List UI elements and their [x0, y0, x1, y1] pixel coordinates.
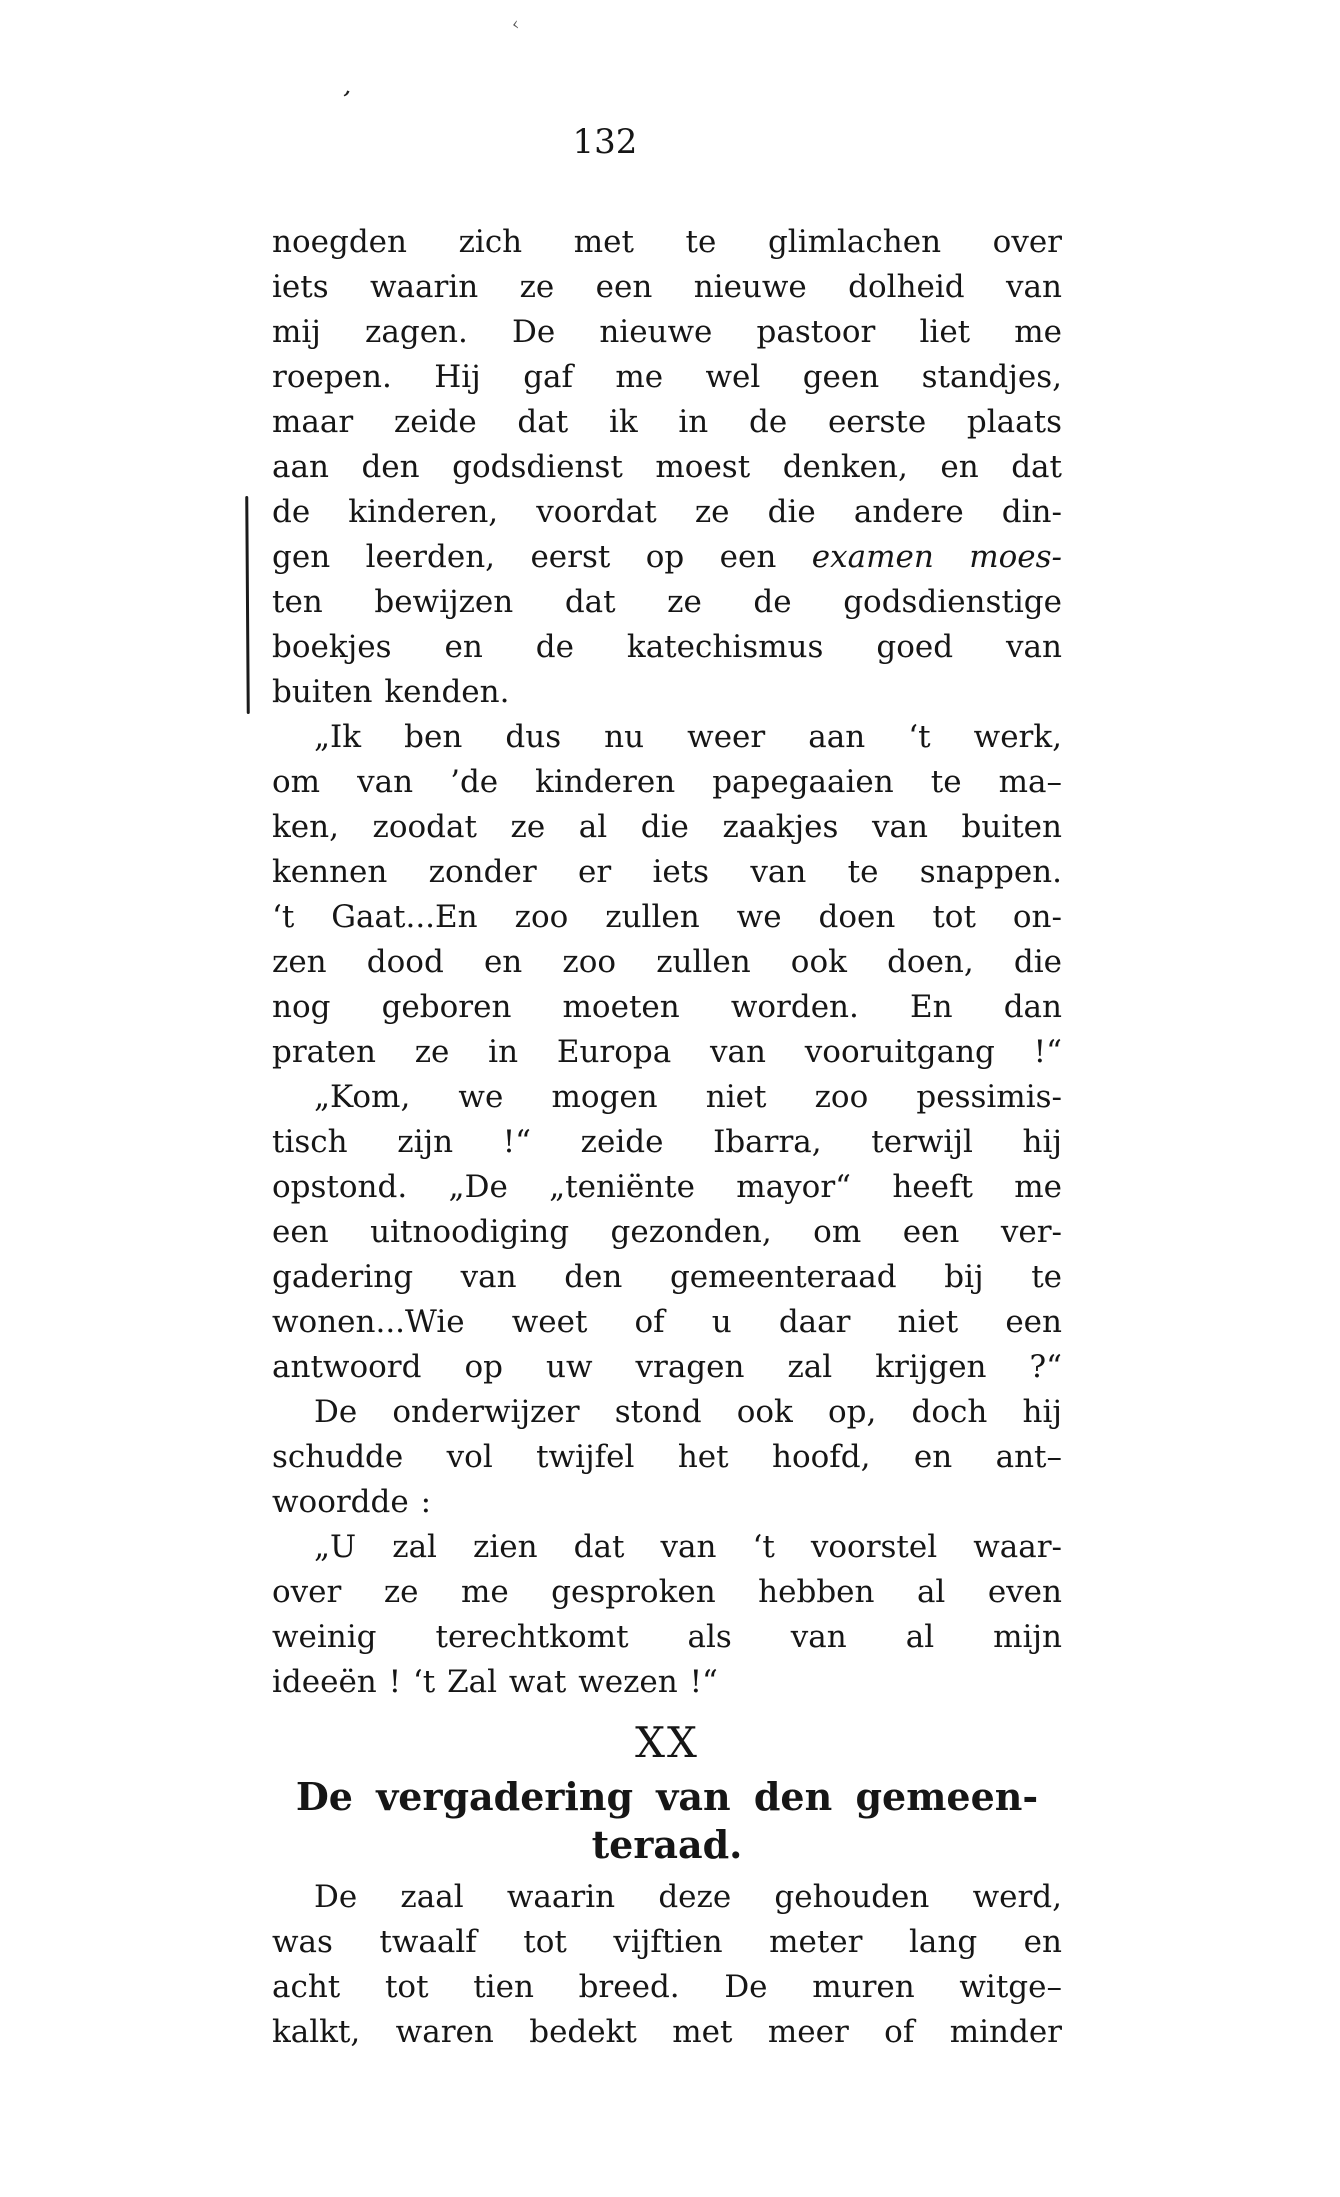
text-line: ideeën ! ‘t Zal wat wezen !“ — [272, 1664, 718, 1700]
ink-speck: ‹ — [510, 13, 521, 36]
text-line: maar zeide dat ik in de eerste plaats — [272, 404, 1062, 440]
paragraph — [272, 1875, 1062, 2055]
text-line: gen leerden, eerst op een examen moes- — [272, 539, 1062, 575]
text-line: om van ’de kinderen papegaaien te ma– — [272, 764, 1062, 800]
paragraph — [272, 1525, 1062, 1705]
text-line: weinig terechtkomt als van al mijn — [272, 1619, 1062, 1655]
margin-pen-mark — [245, 496, 250, 714]
text-block — [272, 220, 1062, 2055]
text-line: nog geboren moeten worden. En dan — [272, 989, 1062, 1025]
text-line: ‘t Gaat...En zoo zullen we doen tot on- — [272, 899, 1062, 935]
page-number: 132 — [572, 122, 638, 162]
text-line: antwoord op uw vragen zal krijgen ?“ — [272, 1349, 1062, 1385]
text-line: kennen zonder er iets van te snappen. — [272, 854, 1062, 890]
text-line: woordde : — [272, 1484, 432, 1520]
text-line: tisch zijn !“ zeide Ibarra, terwijl hij — [272, 1124, 1062, 1160]
text-line: mij zagen. De nieuwe pastoor liet me — [272, 314, 1062, 350]
ink-speck: ’ — [335, 85, 353, 117]
section-number: XX — [635, 1718, 699, 1767]
text-line: een uitnoodiging gezonden, om een ver- — [272, 1214, 1062, 1250]
paragraph — [272, 220, 1062, 715]
text-line: was twaalf tot vijftien meter lang en — [272, 1924, 1062, 1960]
text-line: wonen...Wie weet of u daar niet een — [272, 1304, 1062, 1340]
chapter-title-line: teraad. — [591, 1822, 743, 1867]
text-line: schudde vol twijfel het hoofd, en ant– — [272, 1439, 1062, 1475]
text-line: buiten kenden. — [272, 674, 510, 710]
text-line: roepen. Hij gaf me wel geen standjes, — [272, 359, 1062, 395]
text-line: zen dood en zoo zullen ook doen, die — [272, 944, 1062, 980]
text-line: „Ik ben dus nu weer aan ‘t werk, — [314, 719, 1062, 755]
chapter-title-line: De vergadering van den gemeen- — [295, 1774, 1039, 1819]
text-line: acht tot tien breed. De muren witge– — [272, 1969, 1062, 2005]
text-line: De onderwijzer stond ook op, doch hij — [314, 1394, 1062, 1430]
text-line: praten ze in Europa van vooruitgang !“ — [272, 1034, 1062, 1070]
text-line: de kinderen, voordat ze die andere din- — [272, 494, 1062, 530]
paragraph — [272, 1075, 1062, 1390]
text-line: iets waarin ze een nieuwe dolheid van — [272, 269, 1062, 305]
text-line: over ze me gesproken hebben al even — [272, 1574, 1062, 1610]
chapter-title — [272, 1773, 1062, 1869]
text-line: De zaal waarin deze gehouden werd, — [314, 1879, 1062, 1915]
text-line: ten bewijzen dat ze de godsdienstige — [272, 584, 1062, 620]
paragraph — [272, 1390, 1062, 1525]
text-line: gadering van den gemeenteraad bij te — [272, 1259, 1062, 1295]
paragraph — [272, 715, 1062, 1075]
text-line: boekjes en de katechismus goed van — [272, 629, 1062, 665]
text-line: „Kom, we mogen niet zoo pessimis- — [314, 1079, 1062, 1115]
text-line: ken, zoodat ze al die zaakjes van buiten — [272, 809, 1062, 845]
text-line: „U zal zien dat van ‘t voorstel waar- — [314, 1529, 1062, 1565]
text-line: noegden zich met te glimlachen over — [272, 224, 1062, 260]
text-line: opstond. „De „teniënte mayor“ heeft me — [272, 1169, 1062, 1205]
text-line: kalkt, waren bedekt met meer of minder — [272, 2014, 1062, 2050]
text-line: aan den godsdienst moest denken, en dat — [272, 449, 1062, 485]
